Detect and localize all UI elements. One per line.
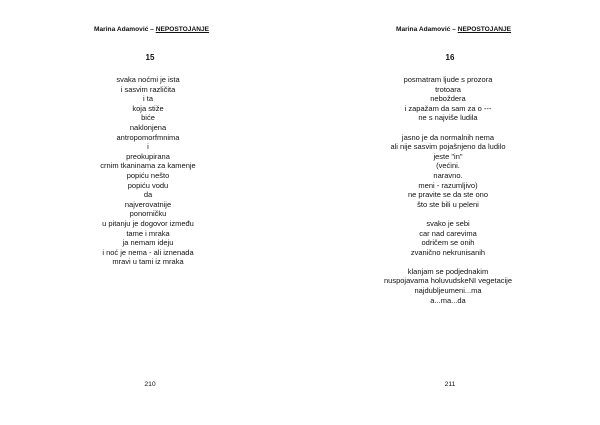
page-number: 211 [444,381,456,388]
poem-line: najdubljeumeni...ma [414,286,482,296]
poem-line: posmatram ljude s prozora [403,75,493,84]
poem-line: a...ma...da [430,295,466,305]
stanza-break [298,123,598,133]
poem-line: ne pravite se da ste ono [407,190,489,200]
stanza-break [298,209,598,219]
poem-line: naravno. [433,170,463,180]
right-page [300,0,600,425]
poem-line: ja nemam ideju [122,238,174,248]
poem-line: zvanično nekrunisanih [410,247,486,257]
header-author: Marina Adamović – [94,26,156,33]
poem-line: ne s najviše ludila [418,113,478,123]
poem-line: odričem se onih [421,238,475,248]
poem-line: preokupirana [126,151,170,161]
poem-number: 16 [445,53,455,62]
poem-line: ali nije sasvim pojašnjeno da ludilo [390,142,506,152]
poem-line: što ste bili u peleni [417,199,479,209]
poem-line: klanjam se podjednakim [407,266,489,276]
poem-lines [0,75,298,267]
poem-line: mravi u tami iz mraka [112,257,184,267]
header-title: NEPOSTOJANJE [457,26,512,33]
poem-line: crnim tkaninama za kamenje [100,161,196,171]
poem-line: najverovatnije [124,199,172,209]
poem-line: svaka noćmi je ista [116,75,180,84]
header-title: NEPOSTOJANJE [155,26,210,33]
poem-lines [298,75,598,305]
poem-line: (većini. [436,161,460,171]
poem-line: u pitanju je dogovor između [102,218,194,228]
poem-line: i ta [142,94,153,104]
poem-line: jasno je da normalnih nema [401,132,495,142]
poem-line: nuspojavama holuvudskeNI vegetacije [384,276,512,286]
page-number: 210 [144,381,156,388]
running-header [396,26,511,33]
poem-line: i noć je nema - ali iznenada [102,247,194,257]
poem-line: meni - razumljivo) [418,180,478,190]
poem-line: i [147,142,149,152]
poem-line: popiću nešto [126,170,170,180]
poem-line: neboždera [430,94,466,104]
poem-line: ponorničku [129,209,167,219]
poem-number: 15 [145,53,155,62]
stanza-break [298,257,598,267]
poem-line: koja stiže [132,103,164,113]
poem-line: popiću vodu [127,180,169,190]
poem-line: i sasvim različita [120,84,176,94]
poem-line: da [143,190,153,200]
poem-line: biće [141,113,155,123]
poem-line: car nad carevima [419,228,477,238]
poem-line: jeste "in" [433,151,463,161]
poem-line: trotoara [435,84,461,94]
poem-line: tame i mraka [126,228,170,238]
running-header [94,26,209,33]
header-author: Marina Adamović – [396,26,458,33]
poem-line: i zapažam da sam za o --- [404,103,492,113]
poem-line: svako je sebi [426,218,470,228]
poem-line: naklonjena [129,122,167,132]
poem-line: antropomorfmnima [116,132,180,142]
